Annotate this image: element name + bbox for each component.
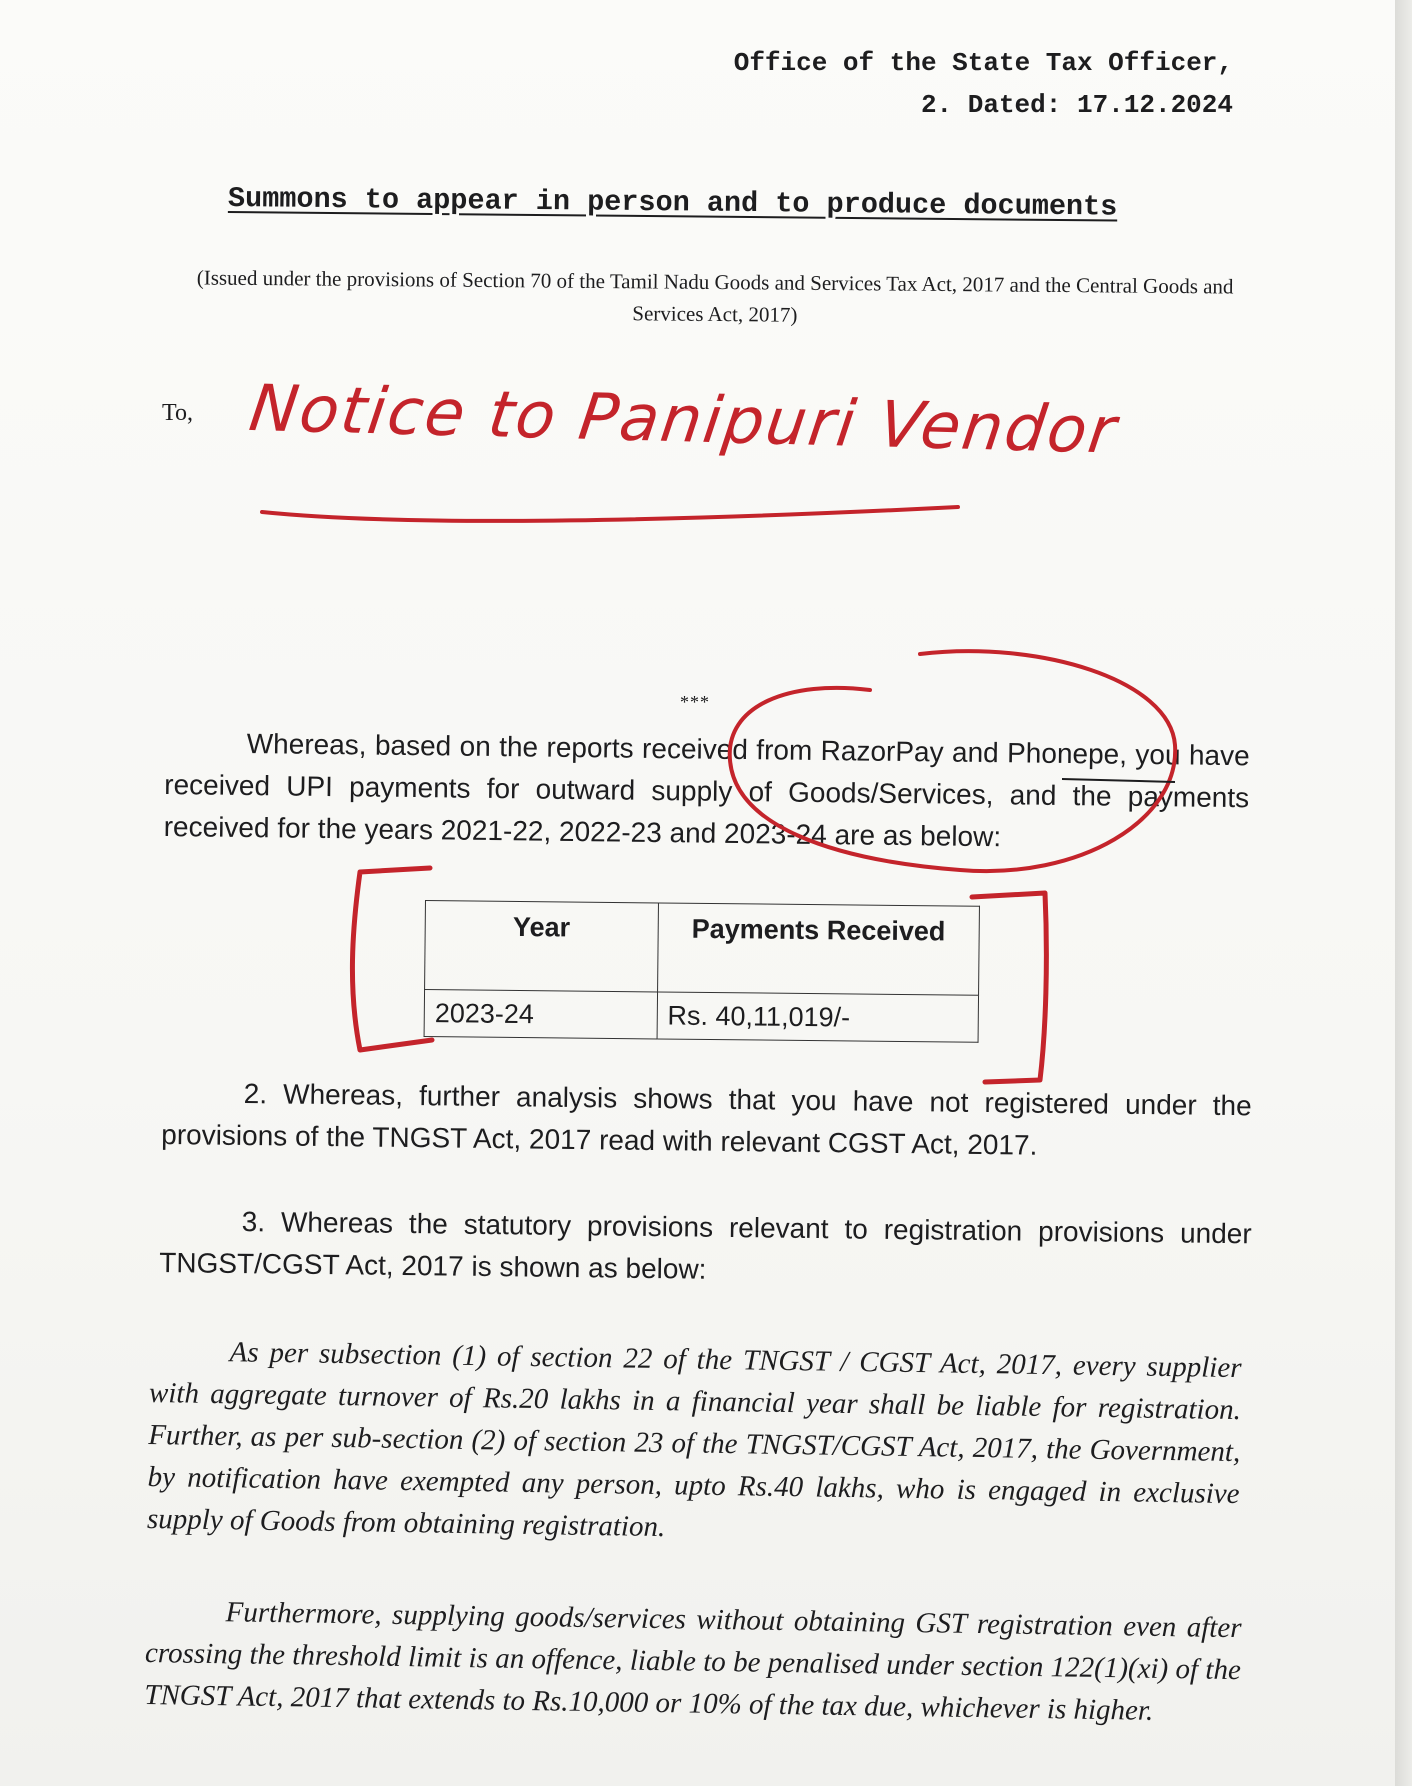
right-bracket <box>972 893 1046 1082</box>
dated-line: 2. Dated: 17.12.2024 <box>920 90 1233 120</box>
issued-under-note: (Issued under the provisions of Section 70 of the Tamil Nadu Goods and Services Tax Act, 2017 and the Central Goods and Services Act, 2017) <box>196 265 1234 327</box>
to-label: To, <box>162 400 193 426</box>
page-title: Summons to appear in person and to produce documents <box>227 182 1118 224</box>
column-header-year: Year <box>425 901 659 992</box>
cell-year: 2023-24 <box>424 990 657 1039</box>
left-bracket <box>352 868 432 1050</box>
handwriting-underline <box>262 507 958 521</box>
separator-stars: *** <box>680 692 710 712</box>
paragraph-2-text: 2. Whereas, further analysis shows that you have not registered under the provisions of the TNGST Act, 2017 read with relevant CGST Act, 2017. <box>161 1078 1252 1161</box>
paragraph-3-text: 3. Whereas the statutory provisions relevant to registration provisions under TNGST/CGST Act, 2017 is shown as below: <box>159 1206 1252 1285</box>
handwritten-note: Notice to Panipuri Vendor <box>245 372 1122 469</box>
provision-1-text: As per subsection (1) of section 22 of the TNGST / CGST Act, 2017, every supplier with aggregate turnover of Rs.20 lakhs in a financial year shall be liable for registration. Further, as per sub-section (2) of section 23 of the TNGST/CGST Act, 2017, the Government, by notification have exempted any person, upto Rs.40 lakhs, who is engaged in exclusive supply of Goods from obtaining registration. <box>146 1336 1242 1544</box>
cell-amount: Rs. 40,11,019/- <box>657 992 979 1042</box>
provision-2-text: Furthermore, supplying goods/services without obtaining GST registration even after crossing the threshold limit is an offence, liable to be penalised under section 122(1)(xi) of the TNGST Act, 2017 that extends to Rs.10,000 or 10% of the tax due, whichever is higher. <box>144 1596 1242 1727</box>
circle-annotation <box>730 651 1175 871</box>
phonepe-underline <box>1062 779 1175 782</box>
column-header-payments: Payments Received <box>657 903 979 995</box>
paragraph-1-text: Whereas, based on the reports received from RazorPay and Phonepe, you have received UPI payments for outward supply of Goods/Services, and the payments received for the years 2021-22, 2022-23 and 2023-24 are as below: <box>163 728 1250 853</box>
office-line: Office of the State Tax Officer, <box>733 48 1233 78</box>
page-edge-shadow <box>1395 0 1412 1786</box>
